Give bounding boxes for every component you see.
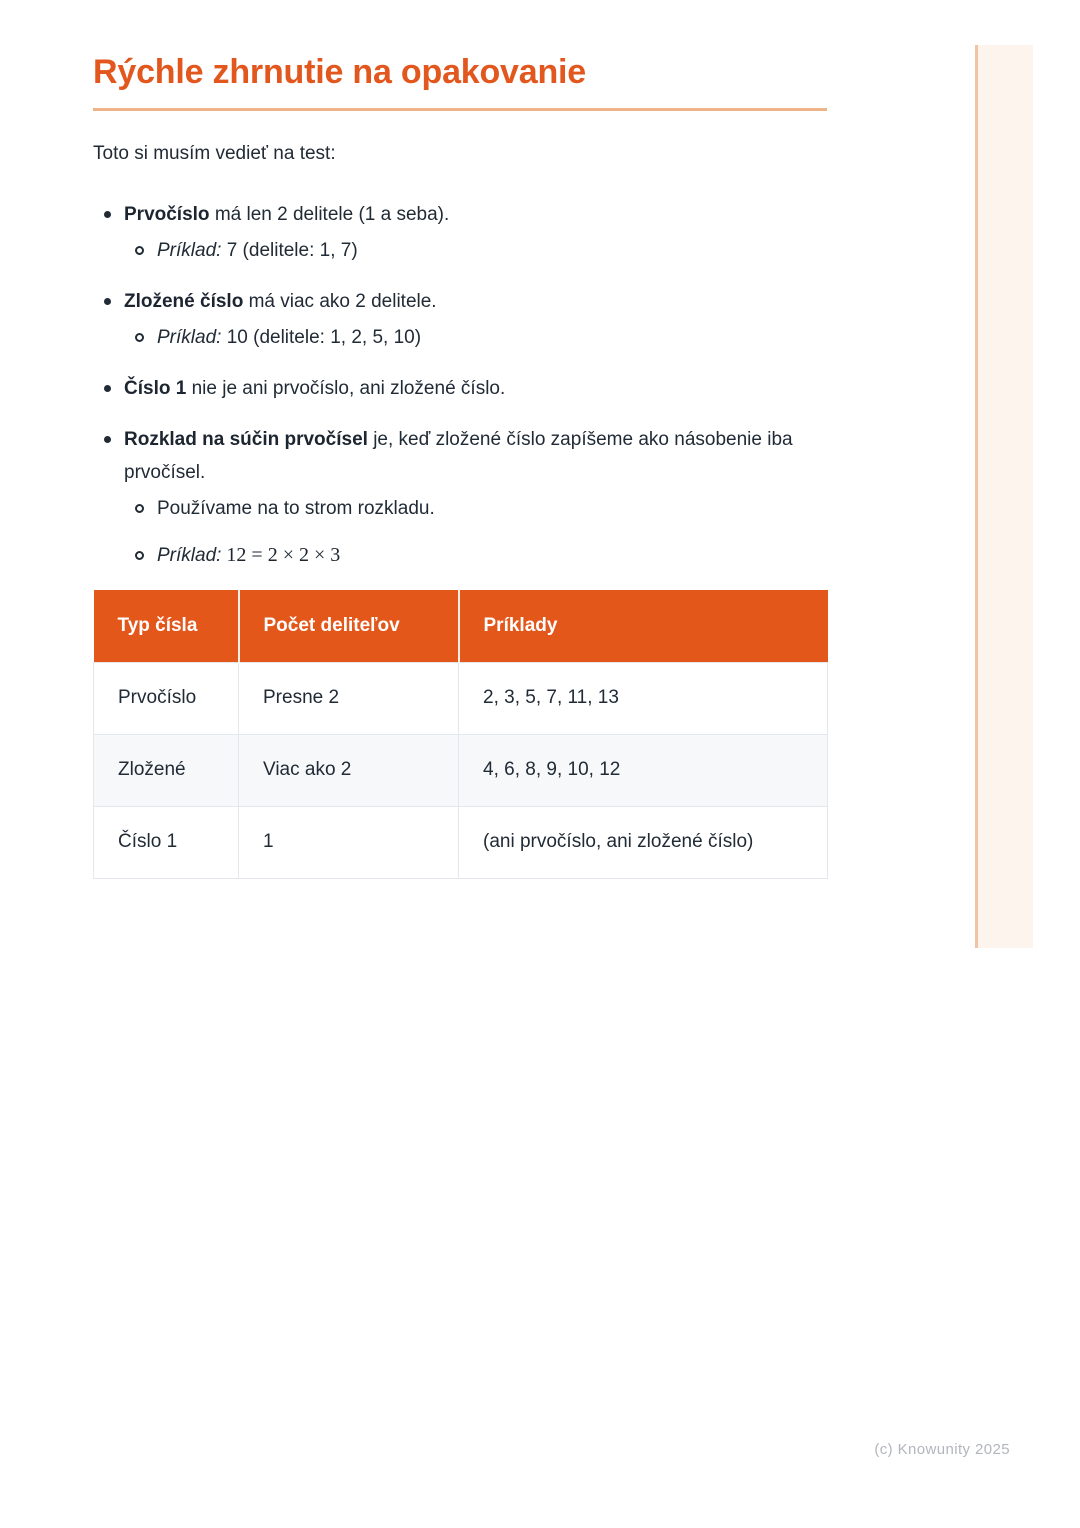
list-item-text [124, 285, 437, 318]
table-row [94, 806, 828, 878]
definition: má viac ako 2 delitele. [243, 291, 437, 312]
cell-examples: (ani prvočíslo, ani zložené číslo) [459, 806, 828, 878]
list-item-text [124, 198, 449, 231]
list-item-line [93, 198, 827, 231]
sub-bullet-icon [135, 551, 144, 560]
cell-divisor-count: Presne 2 [239, 662, 459, 734]
sub-bullet-icon [135, 504, 144, 513]
sub-item-note: Používame na to strom rozkladu. [157, 498, 435, 519]
sub-item-text [157, 321, 421, 354]
sub-item-text [157, 492, 435, 525]
list-item [93, 285, 827, 354]
number-types-table [93, 590, 828, 879]
list-item-line [93, 423, 827, 489]
side-accent-bar [975, 45, 1033, 948]
column-header-type: Typ čísla [94, 590, 239, 662]
document-page [0, 0, 827, 879]
table-header-row [94, 590, 828, 662]
sub-list-item [135, 539, 827, 572]
term: Prvočíslo [124, 204, 210, 225]
example-value: 7 (delitele: 1, 7) [221, 240, 358, 261]
example-value: 10 (delitele: 1, 2, 5, 10) [221, 327, 422, 348]
sub-item-text [157, 234, 358, 267]
bullet-icon [104, 436, 111, 443]
list-item [93, 372, 827, 405]
definition: je, keď zložené číslo zapíšeme ako násobenie iba prvočísel. [124, 429, 793, 483]
table-row [94, 734, 828, 806]
definition: má len 2 delitele (1 a seba). [209, 204, 450, 225]
cell-type: Prvočíslo [94, 662, 239, 734]
example-label: Príklad: [157, 545, 222, 566]
cell-type: Zložené [94, 734, 239, 806]
cell-examples: 2, 3, 5, 7, 11, 13 [459, 662, 828, 734]
column-header-divisor-count: Počet deliteľov [239, 590, 459, 662]
bullet-icon [104, 298, 111, 305]
bullet-icon [104, 211, 111, 218]
table-body [94, 662, 828, 878]
list-item-line [93, 372, 827, 405]
page-title: Rýchle zhrnutie na opakovanie [93, 53, 586, 91]
example-label: Príklad: [157, 327, 222, 348]
term: Rozklad na súčin prvočísel [124, 429, 368, 450]
sub-list-item [135, 492, 827, 525]
column-header-examples: Príklady [459, 590, 828, 662]
intro-text: Toto si musím vedieť na test: [93, 143, 336, 164]
sub-bullet-icon [135, 333, 144, 342]
summary-list [93, 198, 827, 572]
term: Zložené číslo [124, 291, 244, 312]
list-item-line [93, 285, 827, 318]
title-divider [93, 108, 827, 111]
list-item-text [124, 372, 505, 405]
table-row [94, 662, 828, 734]
definition: nie je ani prvočíslo, ani zložené číslo. [186, 378, 506, 399]
list-item [93, 423, 827, 572]
bullet-icon [104, 385, 111, 392]
cell-examples: 4, 6, 8, 9, 10, 12 [459, 734, 828, 806]
list-item-text [124, 423, 827, 489]
math-expression: 12 = 2 × 2 × 3 [221, 544, 341, 566]
cell-divisor-count: Viac ako 2 [239, 734, 459, 806]
cell-type: Číslo 1 [94, 806, 239, 878]
sub-list-item [135, 321, 827, 354]
cell-divisor-count: 1 [239, 806, 459, 878]
list-item [93, 198, 827, 267]
table-header [94, 590, 828, 662]
term: Číslo 1 [124, 378, 187, 399]
sub-item-text [157, 539, 340, 572]
footer-credit: (c) Knowunity 2025 [874, 1441, 1010, 1458]
sub-list-item [135, 234, 827, 267]
example-label: Príklad: [157, 240, 222, 261]
sub-bullet-icon [135, 246, 144, 255]
